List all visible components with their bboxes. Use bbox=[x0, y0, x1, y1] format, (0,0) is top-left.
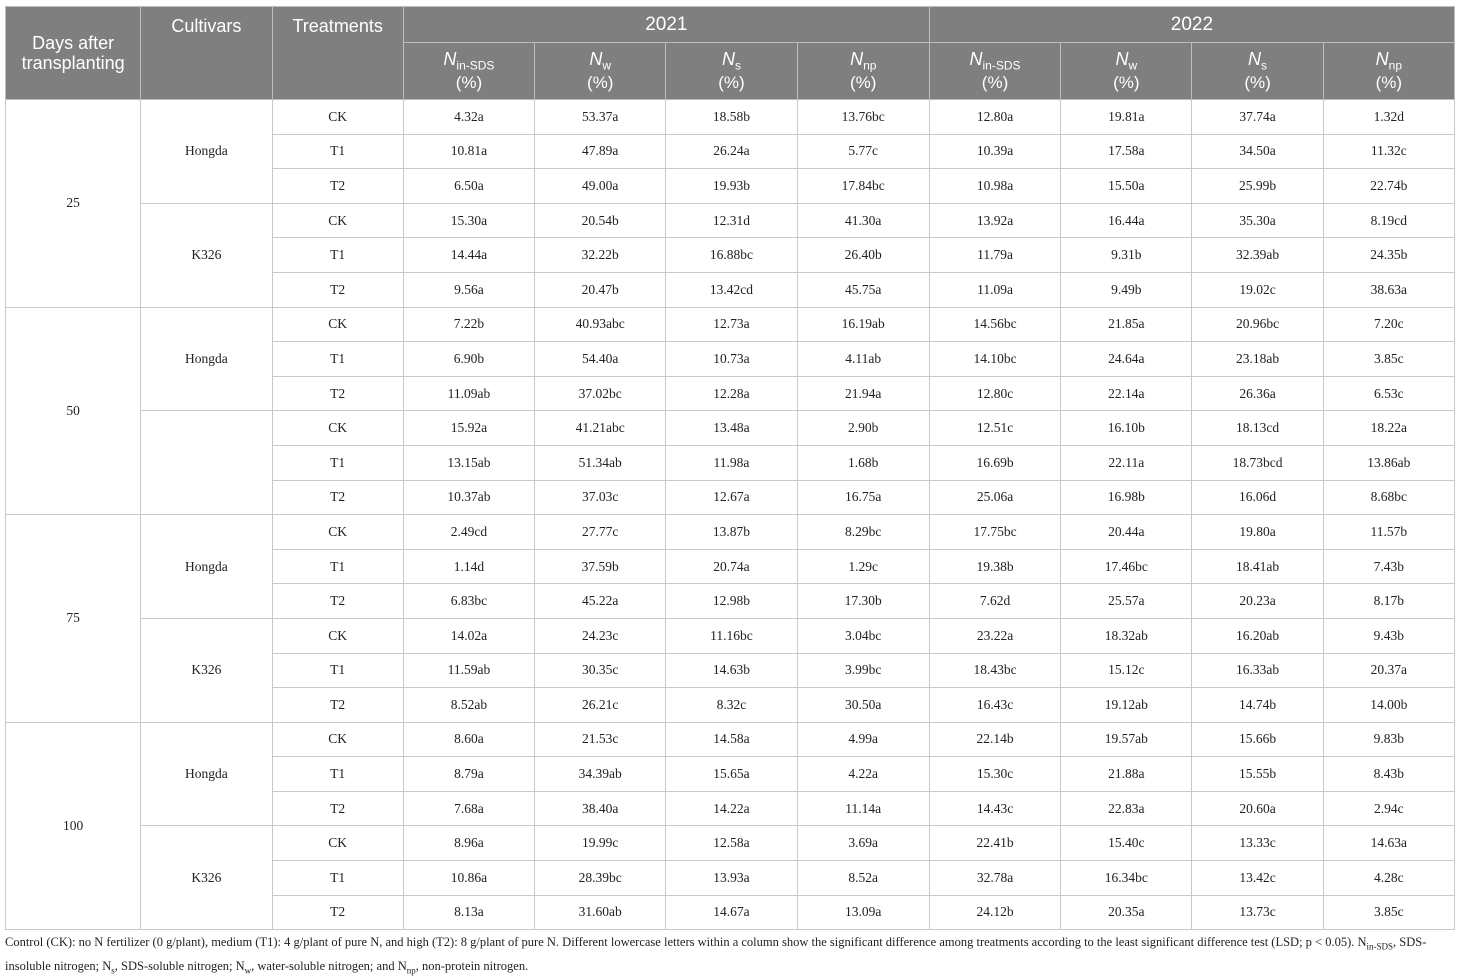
value-cell: 17.84bc bbox=[797, 169, 929, 204]
treatments-header: Treatments bbox=[272, 7, 403, 100]
value-cell: 11.59ab bbox=[403, 653, 534, 688]
value-cell: 34.39ab bbox=[535, 757, 666, 792]
value-cell: 30.50a bbox=[797, 688, 929, 723]
value-cell: 14.00b bbox=[1323, 688, 1454, 723]
value-cell: 37.02bc bbox=[535, 376, 666, 411]
value-cell: 16.19ab bbox=[797, 307, 929, 342]
footnote-sub: np bbox=[406, 965, 416, 975]
year-2022-header: 2022 bbox=[929, 7, 1454, 43]
value-cell: 24.64a bbox=[1061, 342, 1192, 377]
value-cell: 7.68a bbox=[403, 791, 534, 826]
column-symbol: $N_w$ bbox=[1115, 48, 1138, 73]
value-cell: 16.06d bbox=[1192, 480, 1323, 515]
value-cell: 20.74a bbox=[666, 549, 797, 584]
value-cell: 35.30a bbox=[1192, 203, 1323, 238]
cultivar-cell: K326 bbox=[141, 826, 272, 930]
value-cell: 8.32c bbox=[666, 688, 797, 723]
table-row bbox=[6, 722, 1455, 757]
value-cell: 54.40a bbox=[535, 342, 666, 377]
value-cell: 32.78a bbox=[929, 861, 1060, 896]
value-cell: 8.60a bbox=[403, 722, 534, 757]
value-cell: 12.73a bbox=[666, 307, 797, 342]
column-unit: (%) bbox=[1375, 73, 1403, 93]
value-cell: 14.63b bbox=[666, 653, 797, 688]
value-cell: 15.55b bbox=[1192, 757, 1323, 792]
value-cell: 3.85c bbox=[1323, 342, 1454, 377]
treatment-cell: T1 bbox=[272, 445, 403, 480]
value-cell: 13.09a bbox=[797, 895, 929, 930]
column-header bbox=[1323, 43, 1454, 100]
value-cell: 24.12b bbox=[929, 895, 1060, 930]
treatment-cell: T1 bbox=[272, 861, 403, 896]
value-cell: 20.54b bbox=[535, 203, 666, 238]
value-cell: 11.57b bbox=[1323, 515, 1454, 550]
cultivar-cell bbox=[141, 411, 272, 515]
table-footnote bbox=[5, 933, 1455, 980]
value-cell: 38.40a bbox=[535, 791, 666, 826]
days-cell: 75 bbox=[6, 515, 141, 723]
value-cell: 26.21c bbox=[535, 688, 666, 723]
value-cell: 8.52a bbox=[797, 861, 929, 896]
value-cell: 11.16bc bbox=[666, 618, 797, 653]
value-cell: 14.56bc bbox=[929, 307, 1060, 342]
value-cell: 47.89a bbox=[535, 134, 666, 169]
value-cell: 15.40c bbox=[1061, 826, 1192, 861]
column-subscript: in-SDS bbox=[982, 58, 1021, 73]
value-cell: 16.20ab bbox=[1192, 618, 1323, 653]
value-cell: 19.02c bbox=[1192, 272, 1323, 307]
value-cell: 16.44a bbox=[1061, 203, 1192, 238]
value-cell: 20.60a bbox=[1192, 791, 1323, 826]
value-cell: 20.37a bbox=[1323, 653, 1454, 688]
treatment-cell: T2 bbox=[272, 480, 403, 515]
value-cell: 15.50a bbox=[1061, 169, 1192, 204]
value-cell: 18.13cd bbox=[1192, 411, 1323, 446]
table-row bbox=[6, 826, 1455, 861]
value-cell: 9.56a bbox=[403, 272, 534, 307]
footnote-sub: in-SDS bbox=[1366, 941, 1394, 952]
treatment-cell: T2 bbox=[272, 895, 403, 930]
table-row bbox=[6, 411, 1455, 446]
cultivars-header: Cultivars bbox=[141, 7, 272, 100]
column-header bbox=[666, 43, 797, 100]
value-cell: 16.69b bbox=[929, 445, 1060, 480]
value-cell: 25.06a bbox=[929, 480, 1060, 515]
value-cell: 8.68bc bbox=[1323, 480, 1454, 515]
value-cell: 18.58b bbox=[666, 100, 797, 135]
value-cell: 13.73c bbox=[1192, 895, 1323, 930]
value-cell: 5.77c bbox=[797, 134, 929, 169]
column-unit: (%) bbox=[586, 73, 614, 93]
value-cell: 17.58a bbox=[1061, 134, 1192, 169]
treatment-cell: CK bbox=[272, 722, 403, 757]
column-subscript: np bbox=[1388, 58, 1403, 73]
value-cell: 6.53c bbox=[1323, 376, 1454, 411]
treatment-cell: T2 bbox=[272, 169, 403, 204]
value-cell: 20.96bc bbox=[1192, 307, 1323, 342]
value-cell: 14.02a bbox=[403, 618, 534, 653]
value-cell: 4.99a bbox=[797, 722, 929, 757]
value-cell: 12.28a bbox=[666, 376, 797, 411]
value-cell: 2.94c bbox=[1323, 791, 1454, 826]
value-cell: 10.39a bbox=[929, 134, 1060, 169]
value-cell: 9.43b bbox=[1323, 618, 1454, 653]
value-cell: 10.81a bbox=[403, 134, 534, 169]
value-cell: 21.53c bbox=[535, 722, 666, 757]
value-cell: 7.62d bbox=[929, 584, 1060, 619]
value-cell: 14.74b bbox=[1192, 688, 1323, 723]
table-row bbox=[6, 515, 1455, 550]
value-cell: 12.80c bbox=[929, 376, 1060, 411]
value-cell: 1.32d bbox=[1323, 100, 1454, 135]
column-header bbox=[1192, 43, 1323, 100]
value-cell: 10.37ab bbox=[403, 480, 534, 515]
table-row bbox=[6, 307, 1455, 342]
value-cell: 6.83bc bbox=[403, 584, 534, 619]
footnote-text: Control (CK): no N fertilizer (0 g/plant), medium (T1): 4 g/plant of pure N, and high (T2): 8 g/plant of pure N. Different lowercase letters within a column show the significant difference among treatments according to the least significant difference test (LSD; p < 0.05). N bbox=[5, 935, 1367, 949]
column-subscript: s bbox=[1261, 58, 1268, 73]
value-cell: 20.44a bbox=[1061, 515, 1192, 550]
value-cell: 21.88a bbox=[1061, 757, 1192, 792]
treatment-cell: CK bbox=[272, 618, 403, 653]
value-cell: 45.22a bbox=[535, 584, 666, 619]
value-cell: 25.99b bbox=[1192, 169, 1323, 204]
value-cell: 20.23a bbox=[1192, 584, 1323, 619]
value-cell: 8.13a bbox=[403, 895, 534, 930]
value-cell: 22.14b bbox=[929, 722, 1060, 757]
cultivar-cell: K326 bbox=[141, 203, 272, 307]
treatment-cell: CK bbox=[272, 307, 403, 342]
cultivar-cell: K326 bbox=[141, 618, 272, 722]
value-cell: 15.92a bbox=[403, 411, 534, 446]
value-cell: 7.20c bbox=[1323, 307, 1454, 342]
cultivar-cell: Hongda bbox=[141, 722, 272, 826]
value-cell: 3.99bc bbox=[797, 653, 929, 688]
cultivar-cell: Hongda bbox=[141, 307, 272, 411]
value-cell: 9.49b bbox=[1061, 272, 1192, 307]
value-cell: 17.46bc bbox=[1061, 549, 1192, 584]
value-cell: 14.67a bbox=[666, 895, 797, 930]
value-cell: 26.36a bbox=[1192, 376, 1323, 411]
value-cell: 41.21abc bbox=[535, 411, 666, 446]
value-cell: 16.88bc bbox=[666, 238, 797, 273]
table-row bbox=[6, 100, 1455, 135]
value-cell: 9.31b bbox=[1061, 238, 1192, 273]
value-cell: 37.74a bbox=[1192, 100, 1323, 135]
value-cell: 11.32c bbox=[1323, 134, 1454, 169]
value-cell: 31.60ab bbox=[535, 895, 666, 930]
value-cell: 2.90b bbox=[797, 411, 929, 446]
footnote-text: , non-protein nitrogen. bbox=[415, 958, 529, 973]
value-cell: 11.79a bbox=[929, 238, 1060, 273]
column-subscript: in-SDS bbox=[456, 58, 495, 73]
column-unit: (%) bbox=[1113, 73, 1140, 93]
value-cell: 3.69a bbox=[797, 826, 929, 861]
column-symbol: $N_{np}$ bbox=[1375, 48, 1403, 73]
value-cell: 14.58a bbox=[666, 722, 797, 757]
value-cell: 6.50a bbox=[403, 169, 534, 204]
value-cell: 37.59b bbox=[535, 549, 666, 584]
value-cell: 18.41ab bbox=[1192, 549, 1323, 584]
value-cell: 30.35c bbox=[535, 653, 666, 688]
value-cell: 1.29c bbox=[797, 549, 929, 584]
value-cell: 18.43bc bbox=[929, 653, 1060, 688]
value-cell: 41.30a bbox=[797, 203, 929, 238]
value-cell: 6.90b bbox=[403, 342, 534, 377]
treatment-cell: T2 bbox=[272, 688, 403, 723]
value-cell: 4.28c bbox=[1323, 861, 1454, 896]
value-cell: 11.98a bbox=[666, 445, 797, 480]
column-subscript: np bbox=[863, 58, 877, 73]
value-cell: 8.29bc bbox=[797, 515, 929, 550]
column-unit: (%) bbox=[455, 73, 483, 93]
treatment-cell: T2 bbox=[272, 272, 403, 307]
value-cell: 24.35b bbox=[1323, 238, 1454, 273]
value-cell: 23.22a bbox=[929, 618, 1060, 653]
value-cell: 10.86a bbox=[403, 861, 534, 896]
days-cell: 100 bbox=[6, 722, 141, 930]
value-cell: 16.98b bbox=[1061, 480, 1192, 515]
value-cell: 8.43b bbox=[1323, 757, 1454, 792]
value-cell: 13.15ab bbox=[403, 445, 534, 480]
value-cell: 14.63a bbox=[1323, 826, 1454, 861]
value-cell: 15.12c bbox=[1061, 653, 1192, 688]
value-cell: 12.58a bbox=[666, 826, 797, 861]
treatment-cell: T2 bbox=[272, 791, 403, 826]
value-cell: 1.14d bbox=[403, 549, 534, 584]
treatment-cell: T1 bbox=[272, 653, 403, 688]
value-cell: 12.98b bbox=[666, 584, 797, 619]
value-cell: 51.34ab bbox=[535, 445, 666, 480]
value-cell: 18.22a bbox=[1323, 411, 1454, 446]
value-cell: 49.00a bbox=[535, 169, 666, 204]
value-cell: 34.50a bbox=[1192, 134, 1323, 169]
footnote-sub: s bbox=[111, 965, 115, 975]
value-cell: 40.93abc bbox=[535, 307, 666, 342]
value-cell: 26.24a bbox=[666, 134, 797, 169]
nitrogen-fraction-table bbox=[5, 6, 1455, 930]
footnote-text: , SDS-insoluble nitrogen; N bbox=[5, 935, 1427, 973]
treatment-cell: T1 bbox=[272, 757, 403, 792]
column-symbol: $N_{np}$ bbox=[850, 48, 877, 73]
value-cell: 20.47b bbox=[535, 272, 666, 307]
column-unit: (%) bbox=[1244, 73, 1271, 93]
cultivar-cell: Hongda bbox=[141, 100, 272, 204]
column-header bbox=[929, 43, 1060, 100]
footnote-text: , water-soluble nitrogen; and N bbox=[251, 958, 407, 973]
value-cell: 13.87b bbox=[666, 515, 797, 550]
column-header bbox=[535, 43, 666, 100]
year-2021-header: 2021 bbox=[403, 7, 929, 43]
value-cell: 21.85a bbox=[1061, 307, 1192, 342]
value-cell: 19.93b bbox=[666, 169, 797, 204]
value-cell: 19.38b bbox=[929, 549, 1060, 584]
column-subscript: w bbox=[602, 58, 612, 73]
value-cell: 14.43c bbox=[929, 791, 1060, 826]
value-cell: 19.12ab bbox=[1061, 688, 1192, 723]
value-cell: 13.76bc bbox=[797, 100, 929, 135]
value-cell: 19.99c bbox=[535, 826, 666, 861]
column-symbol: $N_s$ bbox=[1248, 48, 1268, 73]
column-header bbox=[403, 43, 534, 100]
value-cell: 27.77c bbox=[535, 515, 666, 550]
value-cell: 13.42c bbox=[1192, 861, 1323, 896]
value-cell: 22.11a bbox=[1061, 445, 1192, 480]
value-cell: 8.79a bbox=[403, 757, 534, 792]
value-cell: 2.49cd bbox=[403, 515, 534, 550]
value-cell: 13.33c bbox=[1192, 826, 1323, 861]
column-unit: (%) bbox=[850, 73, 877, 93]
value-cell: 13.93a bbox=[666, 861, 797, 896]
column-header bbox=[1061, 43, 1192, 100]
value-cell: 12.80a bbox=[929, 100, 1060, 135]
value-cell: 15.66b bbox=[1192, 722, 1323, 757]
value-cell: 22.83a bbox=[1061, 791, 1192, 826]
value-cell: 13.48a bbox=[666, 411, 797, 446]
value-cell: 20.35a bbox=[1061, 895, 1192, 930]
value-cell: 11.14a bbox=[797, 791, 929, 826]
treatment-cell: T2 bbox=[272, 376, 403, 411]
days-header: Days after transplanting bbox=[6, 7, 141, 100]
value-cell: 24.23c bbox=[535, 618, 666, 653]
value-cell: 32.39ab bbox=[1192, 238, 1323, 273]
treatment-cell: CK bbox=[272, 826, 403, 861]
footnote-sub: w bbox=[244, 965, 252, 975]
value-cell: 18.73bcd bbox=[1192, 445, 1323, 480]
value-cell: 8.17b bbox=[1323, 584, 1454, 619]
value-cell: 4.11ab bbox=[797, 342, 929, 377]
value-cell: 26.40b bbox=[797, 238, 929, 273]
value-cell: 38.63a bbox=[1323, 272, 1454, 307]
value-cell: 12.67a bbox=[666, 480, 797, 515]
value-cell: 32.22b bbox=[535, 238, 666, 273]
value-cell: 45.75a bbox=[797, 272, 929, 307]
value-cell: 22.41b bbox=[929, 826, 1060, 861]
value-cell: 16.33ab bbox=[1192, 653, 1323, 688]
value-cell: 14.10bc bbox=[929, 342, 1060, 377]
treatment-cell: CK bbox=[272, 100, 403, 135]
value-cell: 9.83b bbox=[1323, 722, 1454, 757]
value-cell: 15.30a bbox=[403, 203, 534, 238]
treatment-cell: T1 bbox=[272, 549, 403, 584]
value-cell: 7.43b bbox=[1323, 549, 1454, 584]
table-row bbox=[6, 618, 1455, 653]
value-cell: 10.98a bbox=[929, 169, 1060, 204]
value-cell: 10.73a bbox=[666, 342, 797, 377]
cultivar-cell: Hongda bbox=[141, 515, 272, 619]
column-symbol: $N_w$ bbox=[589, 48, 612, 73]
value-cell: 53.37a bbox=[535, 100, 666, 135]
value-cell: 14.22a bbox=[666, 791, 797, 826]
value-cell: 4.22a bbox=[797, 757, 929, 792]
value-cell: 19.57ab bbox=[1061, 722, 1192, 757]
days-cell: 25 bbox=[6, 100, 141, 308]
value-cell: 25.57a bbox=[1061, 584, 1192, 619]
treatment-cell: T2 bbox=[272, 584, 403, 619]
value-cell: 15.30c bbox=[929, 757, 1060, 792]
column-subscript: w bbox=[1128, 58, 1138, 73]
value-cell: 22.14a bbox=[1061, 376, 1192, 411]
value-cell: 11.09ab bbox=[403, 376, 534, 411]
value-cell: 15.65a bbox=[666, 757, 797, 792]
value-cell: 13.86ab bbox=[1323, 445, 1454, 480]
treatment-cell: CK bbox=[272, 411, 403, 446]
value-cell: 3.04bc bbox=[797, 618, 929, 653]
value-cell: 16.34bc bbox=[1061, 861, 1192, 896]
treatment-cell: T1 bbox=[272, 238, 403, 273]
value-cell: 21.94a bbox=[797, 376, 929, 411]
value-cell: 8.52ab bbox=[403, 688, 534, 723]
column-symbol: $N_s$ bbox=[721, 48, 741, 73]
value-cell: 16.43c bbox=[929, 688, 1060, 723]
value-cell: 11.09a bbox=[929, 272, 1060, 307]
value-cell: 22.74b bbox=[1323, 169, 1454, 204]
footnote-text: , SDS-soluble nitrogen; N bbox=[114, 958, 245, 973]
treatment-cell: T1 bbox=[272, 134, 403, 169]
value-cell: 13.42cd bbox=[666, 272, 797, 307]
column-header bbox=[797, 43, 929, 100]
value-cell: 17.75bc bbox=[929, 515, 1060, 550]
treatment-cell: T1 bbox=[272, 342, 403, 377]
value-cell: 37.03c bbox=[535, 480, 666, 515]
value-cell: 7.22b bbox=[403, 307, 534, 342]
value-cell: 18.32ab bbox=[1061, 618, 1192, 653]
value-cell: 16.75a bbox=[797, 480, 929, 515]
value-cell: 4.32a bbox=[403, 100, 534, 135]
table-container bbox=[5, 6, 1455, 930]
value-cell: 1.68b bbox=[797, 445, 929, 480]
column-unit: (%) bbox=[718, 73, 745, 93]
value-cell: 8.96a bbox=[403, 826, 534, 861]
value-cell: 16.10b bbox=[1061, 411, 1192, 446]
value-cell: 17.30b bbox=[797, 584, 929, 619]
value-cell: 3.85c bbox=[1323, 895, 1454, 930]
column-subscript: s bbox=[734, 58, 741, 73]
value-cell: 19.80a bbox=[1192, 515, 1323, 550]
value-cell: 28.39bc bbox=[535, 861, 666, 896]
value-cell: 23.18ab bbox=[1192, 342, 1323, 377]
value-cell: 13.92a bbox=[929, 203, 1060, 238]
value-cell: 12.31d bbox=[666, 203, 797, 238]
value-cell: 12.51c bbox=[929, 411, 1060, 446]
column-unit: (%) bbox=[981, 73, 1009, 93]
column-symbol: $N_{in-SDS}$ bbox=[443, 48, 495, 73]
treatment-cell: CK bbox=[272, 203, 403, 238]
value-cell: 19.81a bbox=[1061, 100, 1192, 135]
value-cell: 14.44a bbox=[403, 238, 534, 273]
column-symbol: $N_{in-SDS}$ bbox=[969, 48, 1021, 73]
treatment-cell: CK bbox=[272, 515, 403, 550]
table-row bbox=[6, 203, 1455, 238]
value-cell: 8.19cd bbox=[1323, 203, 1454, 238]
days-cell: 50 bbox=[6, 307, 141, 515]
